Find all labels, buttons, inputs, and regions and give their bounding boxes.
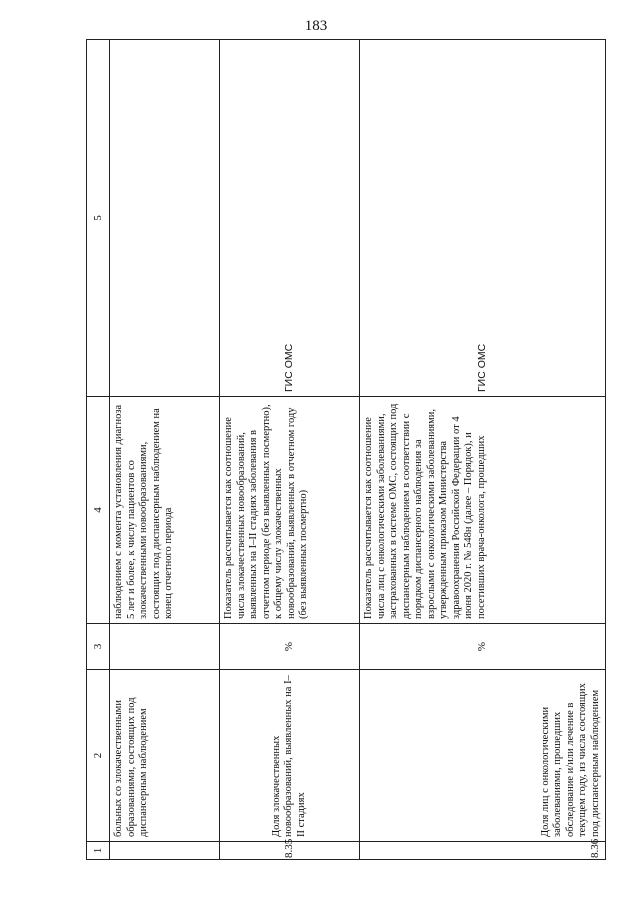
header-col-3: 3: [87, 624, 110, 670]
row-number: [110, 842, 220, 860]
table-row: [360, 40, 606, 860]
table-header-row: [87, 40, 110, 860]
unit: [110, 624, 220, 670]
row-number: 8.35: [220, 842, 360, 860]
header-col-5: 5: [87, 40, 110, 397]
header-col-2: 2: [87, 670, 110, 842]
indicator-name: Доля лиц с онкологическими заболеваниями, прошедших обследование и/или лечение в текущем году, из числа состоящих под диспансерным наблюдением: [360, 670, 606, 842]
page-number: 183: [304, 18, 328, 34]
table-row: [110, 40, 220, 860]
table-row: [220, 40, 360, 860]
unit: %: [220, 624, 360, 670]
rotated-table-container: [86, 40, 606, 860]
header-col-1: 1: [87, 842, 110, 860]
header-col-4: 4: [87, 397, 110, 624]
indicators-table: [86, 39, 606, 860]
calculation-method: Показатель рассчитывается как соотношение числа лиц с онкологическими заболеваниями, застрахованных в системе ОМС, состоящих под диспансерным наблюдением в соответствии с порядком диспансерного наблюдения за взрослыми с онкологическими заболеваниями, утвержденным приказом Министерства здравоохранения Российской Федерации от 4 июня 2020 г. № 548н (далее – Порядок), и посетивших врача-онколога, прошедших: [360, 397, 606, 624]
indicator-name: Доля злокачественных новообразований, выявленных на I–II стадиях: [220, 670, 360, 842]
data-source: ГИС ОМС: [220, 40, 360, 397]
calculation-method: Показатель рассчитывается как соотношение числа злокачественных новообразований, выявленных на I–II стадиях заболевания в отчетном периоде (без выявленных посмертно), к общему числу злокачественных новообразований, выявленных в отчетном году (без выявленных посмертно): [220, 397, 360, 624]
row-number: 8.36: [360, 842, 606, 860]
data-source: [110, 40, 220, 397]
unit: %: [360, 624, 606, 670]
indicator-name: больных со злокачественными образованиями, состоящих под диспансерным наблюдением: [110, 670, 220, 842]
calculation-method: наблюдением с момента установления диагноза 5 лет и более, к числу пациентов со злокачественными новообразованиями, состоящих под диспансерным наблюдением на конец отчетного периода: [110, 397, 220, 624]
data-source: ГИС ОМС: [360, 40, 606, 397]
